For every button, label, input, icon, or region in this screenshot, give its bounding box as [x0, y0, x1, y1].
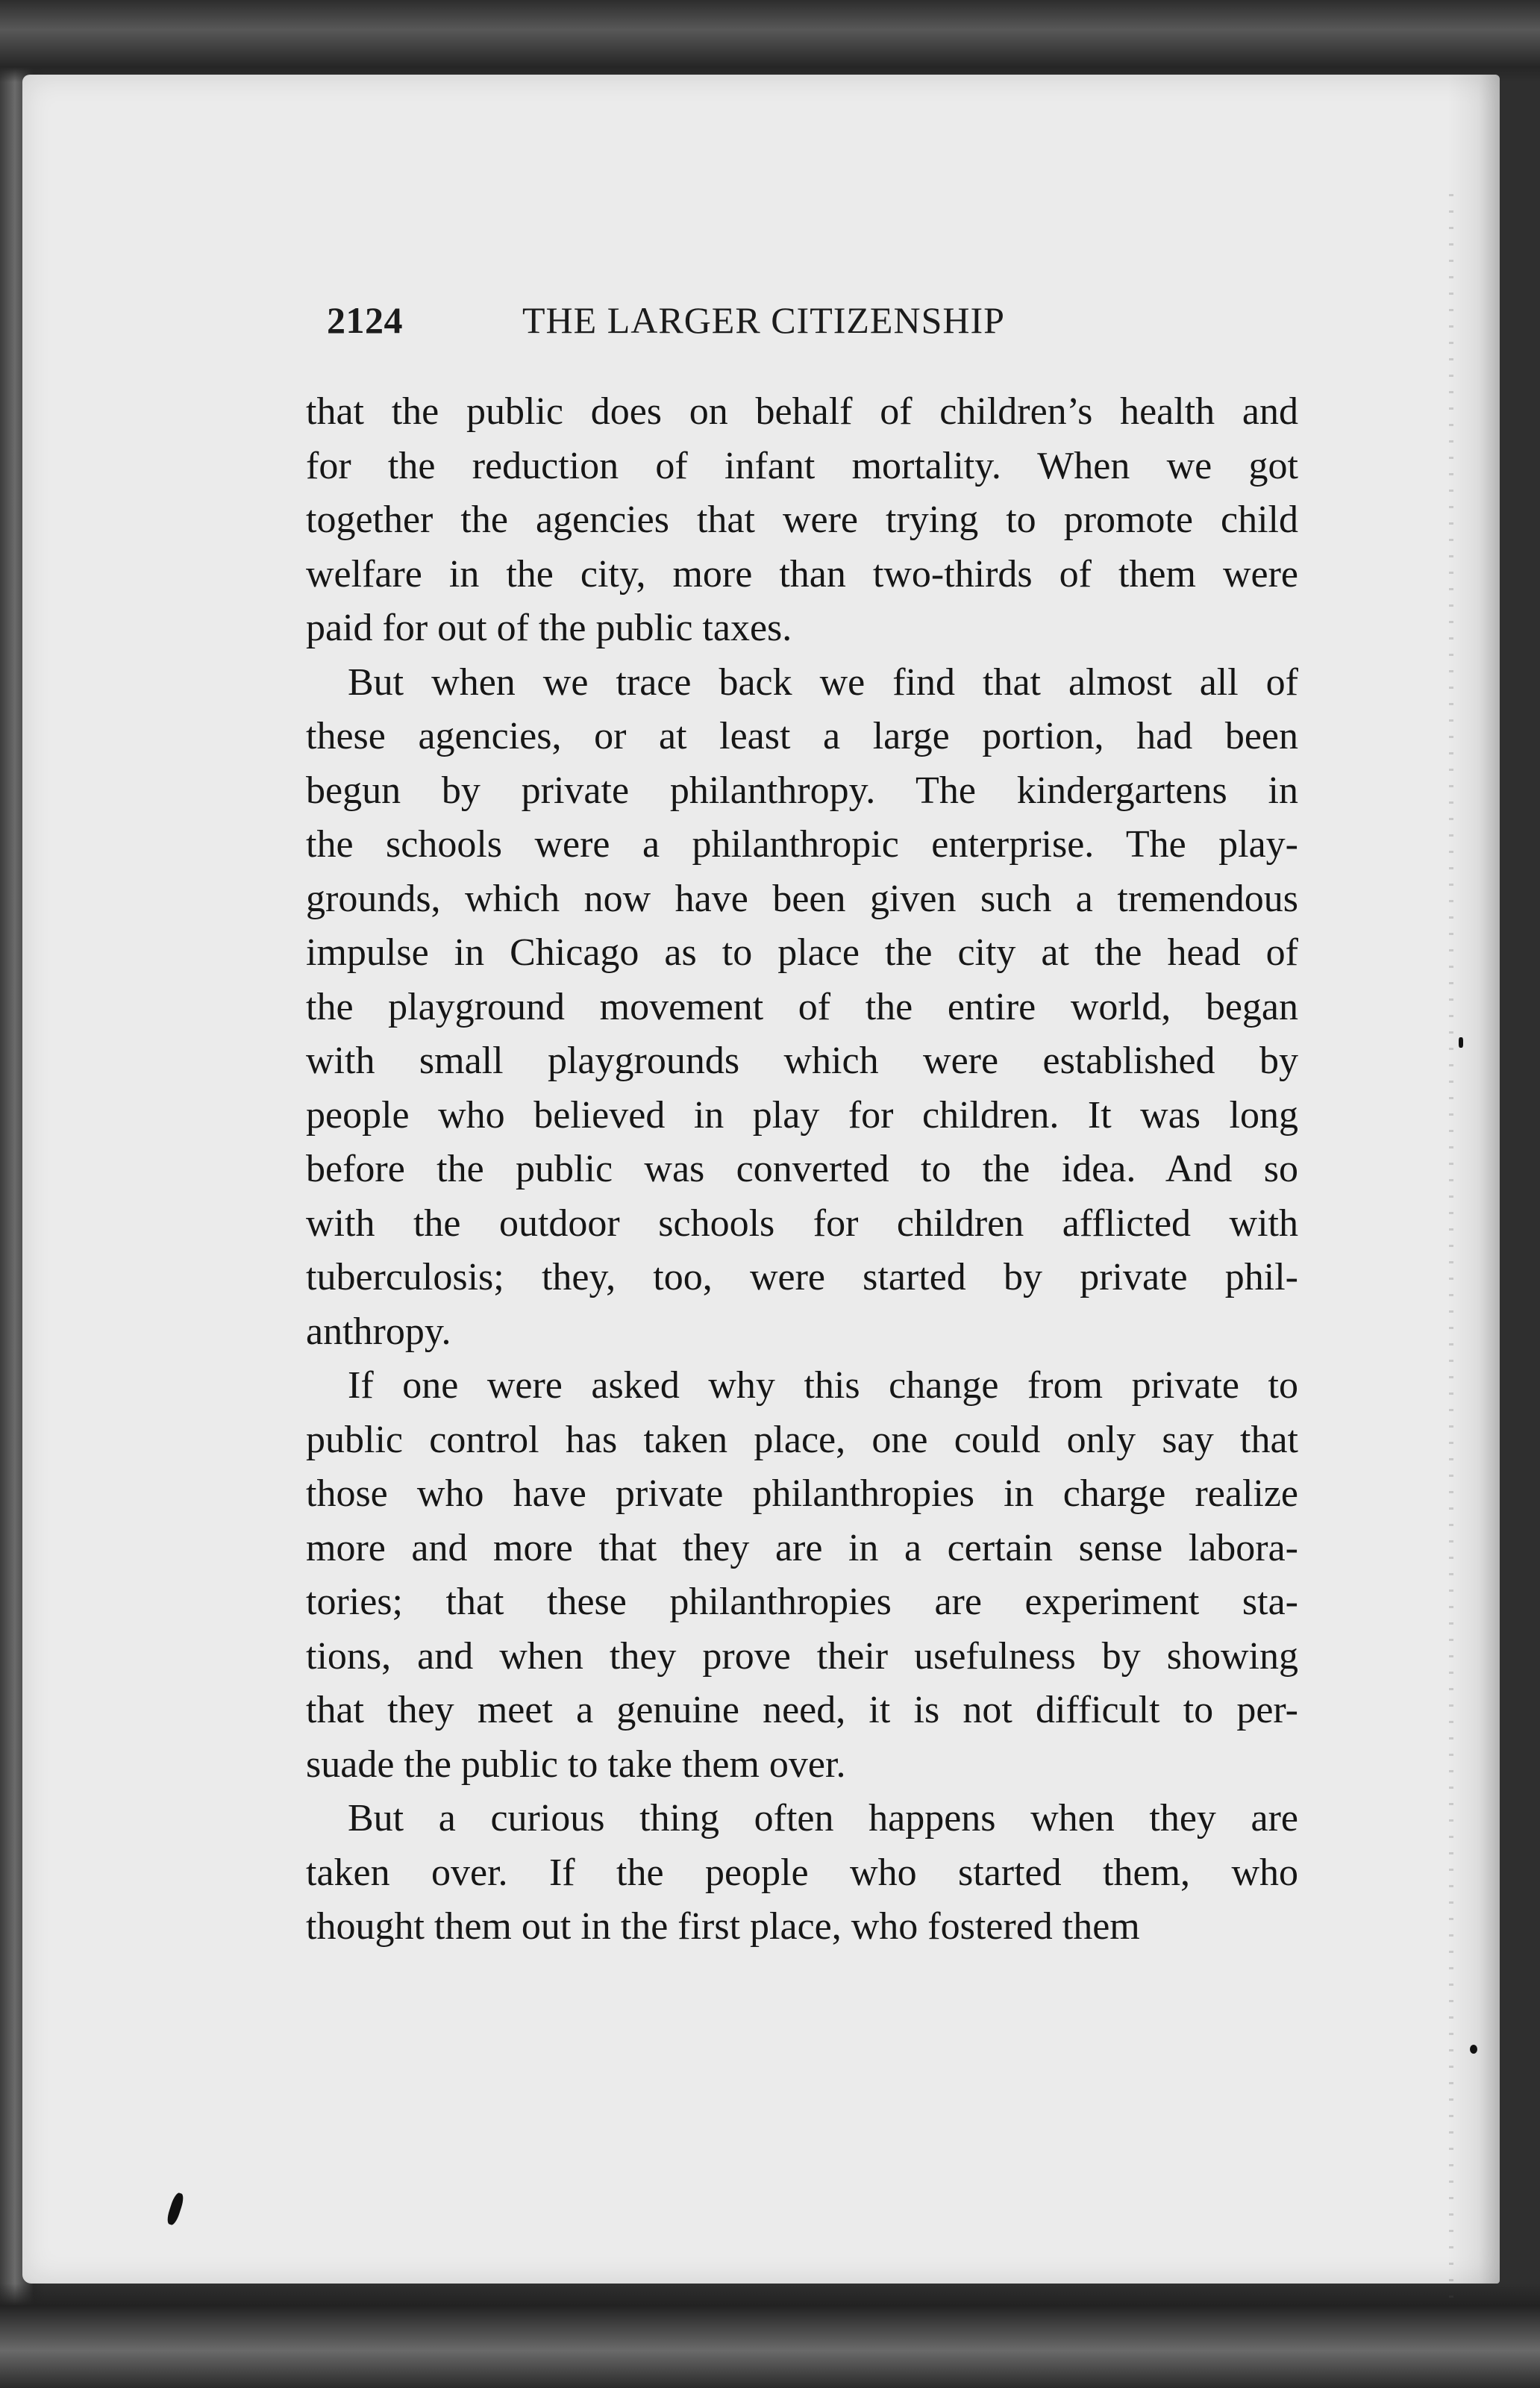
text-line: together the agencies that were trying to promote child	[306, 498, 1298, 541]
text-line: those who have private philanthropies in charge realize	[306, 1472, 1298, 1515]
text-line: before the public was converted to the idea. And so	[306, 1148, 1298, 1190]
text-line: grounds, which now have been given such a tremendous	[306, 877, 1298, 920]
text-line: taken over. If the people who started them, who	[306, 1851, 1298, 1894]
text-line: paid for out of the public taxes.	[306, 607, 792, 649]
text-line: the schools were a philanthropic enterprise. The play-	[306, 823, 1298, 866]
text-line: anthropy.	[306, 1310, 451, 1353]
text-line: begun by private philanthropy. The kindergartens in	[306, 769, 1298, 812]
text-line: that they meet a genuine need, it is not difficult to per-	[306, 1689, 1298, 1731]
page-number: 2124	[327, 299, 403, 341]
text-line: If one were asked why this change from private to	[348, 1364, 1298, 1407]
text-line: public control has taken place, one could only say that	[306, 1418, 1298, 1461]
text-line: But a curious thing often happens when they are	[348, 1797, 1298, 1840]
scan-speck	[1470, 2045, 1477, 2054]
scan-speck	[1459, 1037, 1463, 1048]
text-line: more and more that they are in a certain sense labora-	[306, 1526, 1298, 1569]
text-line: with the outdoor schools for children afflicted with	[306, 1201, 1298, 1245]
text-line: with small playgrounds which were established by	[306, 1040, 1298, 1082]
body-text	[306, 385, 1298, 1954]
text-line: people who believed in play for children. It was long	[306, 1093, 1298, 1137]
text-line: for the reduction of infant mortality. When we got	[306, 444, 1298, 487]
text-line: welfare in the city, more than two-thirds of them were	[306, 552, 1298, 596]
page-gutter-shadow	[1447, 75, 1500, 2284]
text-line: impulse in Chicago as to place the city at the head of	[306, 931, 1298, 974]
text-line: tories; that these philanthropies are experiment sta-	[306, 1581, 1298, 1623]
page-edge-marks	[1449, 194, 1453, 2298]
text-line: suade the public to take them over.	[306, 1742, 846, 1786]
text-line: tuberculosis; they, too, were started by private phil-	[306, 1256, 1298, 1298]
text-line: the playground movement of the entire world, began	[306, 985, 1298, 1028]
text-line: these agencies, or at least a large portion, had been	[306, 715, 1298, 757]
running-title: THE LARGER CITIZENSHIP	[522, 299, 1005, 341]
text-line: that the public does on behalf of children’s health and	[306, 390, 1298, 433]
text-line: But when we trace back we find that almost all of	[348, 660, 1298, 704]
text-line: thought them out in the first place, who fostered them	[306, 1905, 1140, 1948]
text-line: tions, and when they prove their usefulness by showing	[306, 1634, 1298, 1678]
running-header	[306, 298, 1298, 351]
